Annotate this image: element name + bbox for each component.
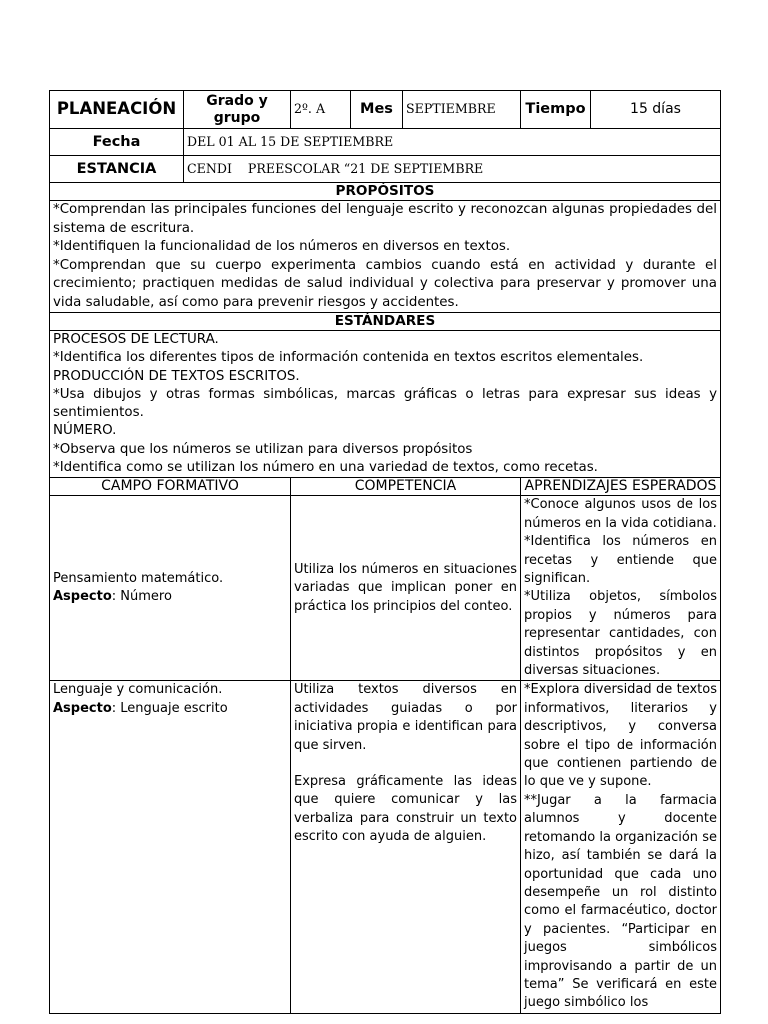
propositos-title-row	[50, 183, 721, 201]
planeacion-document	[49, 90, 720, 1014]
competencia-text: Utiliza los números en situaciones variadas que implican poner en práctica los principios del conteo.	[294, 561, 517, 614]
mes-label: Mes	[351, 91, 403, 129]
table-row	[50, 496, 721, 681]
aprendizaje-item: *Explora diversidad de textos informativos, literarios y descriptivos, y conversa sobre el tipo de información que contienen partiendo de lo que ve y supone.	[524, 682, 717, 790]
estancia-label: ESTANCIA	[50, 156, 184, 183]
aspecto-line	[53, 588, 287, 606]
estandar-line: *Observa que los números se utilizan para diversos propósitos	[53, 441, 473, 457]
columns-header-row	[50, 478, 721, 496]
aprendizaje-item: *Utiliza objetos, símbolos propios y números para representar cantidades, con distintos propósitos y en diversas situaciones.	[524, 589, 717, 679]
propositos-row	[50, 201, 721, 313]
tiempo-value: 15 días	[591, 91, 721, 129]
campo-formativo-cell	[50, 496, 291, 681]
estandares-title: ESTÁNDARES	[50, 313, 721, 331]
estandar-line: PROCESOS DE LECTURA.	[53, 332, 219, 347]
proposito-item: *Comprendan las principales funciones del lenguaje escrito y reconozcan algunas propiedades del sistema de escritura.	[53, 202, 717, 236]
estandar-line: *Identifica los diferentes tipos de información contenida en textos escritos elementales.	[53, 350, 644, 366]
competencia-text: Expresa gráficamente las ideas que quiere comunicar y las verbaliza para construir un texto escrito con ayuda de alguien.	[294, 774, 517, 845]
aspecto-value: : Lenguaje escrito	[111, 700, 228, 716]
aprendizaje-item: *Identifica los números en recetas y entiende que significan.	[524, 534, 717, 586]
competencia-header: COMPETENCIA	[291, 478, 521, 496]
propositos-body	[50, 201, 721, 313]
campo-formativo-header: CAMPO FORMATIVO	[50, 478, 291, 496]
estancia-value: CENDI PREESCOLAR “21 DE SEPTIEMBRE	[184, 156, 721, 183]
aprendizajes-cell	[521, 681, 721, 1013]
mes-value: SEPTIEMBRE	[403, 91, 521, 129]
propositos-title: PROPÓSITOS	[50, 183, 721, 201]
estandar-line: PRODUCCIÓN DE TEXTOS ESCRITOS.	[53, 368, 300, 384]
campo-formativo-cell	[50, 681, 291, 1013]
aspecto-label: Aspecto	[53, 589, 112, 605]
estandares-row	[50, 331, 721, 478]
estandares-body	[50, 331, 721, 478]
competencia-cell	[291, 681, 521, 1013]
campo-name: Pensamiento matemático.	[53, 571, 224, 586]
header-row	[50, 91, 721, 129]
aprendizaje-item: *Conoce algunos usos de los números en la vida cotidiana.	[524, 497, 717, 531]
aprendizajes-cell	[521, 496, 721, 681]
fecha-value: DEL 01 AL 15 DE SEPTIEMBRE	[184, 129, 721, 156]
proposito-item: *Comprendan que su cuerpo experimenta cambios cuando está en actividad y durante el crecimiento; practiquen medidas de salud individual y colectiva para preservar y promover una vida saludable, así como para prevenir riesgos y accidentes.	[53, 257, 717, 310]
campo-name: Lenguaje y comunicación.	[53, 682, 223, 698]
aspecto-label: Aspecto	[53, 700, 112, 716]
tiempo-label: Tiempo	[521, 91, 591, 129]
planeacion-table	[49, 90, 721, 1014]
estandar-line: *Usa dibujos y otras formas simbólicas, marcas gráficas o letras para expresar sus ideas y sentimientos.	[53, 386, 717, 421]
fecha-label: Fecha	[50, 129, 184, 156]
estandares-title-row	[50, 313, 721, 331]
competencia-cell	[291, 496, 521, 681]
aspecto-line	[53, 700, 287, 718]
table-row	[50, 681, 721, 1013]
competencia-text: Utiliza textos diversos en actividades guiadas o por iniciativa propia e identifican para que sirven.	[294, 682, 517, 753]
aspecto-value: : Número	[111, 589, 172, 605]
aprendizaje-item: **Jugar a la farmacia alumnos y docente retomando la organización se hizo, así también se dará la oportunidad que cada uno desempeñe un rol distinto como el farmacéutico, doctor y pacientes. “Participar en juegos simbólicos improvisando a partir de un tema” Se verificará en este juego simbólico los	[524, 792, 717, 1011]
estandar-line: *Identifica como se utilizan los número en una variedad de textos, como recetas.	[53, 460, 598, 476]
estandar-line: NÚMERO.	[53, 423, 117, 439]
aprendizajes-header: APRENDIZAJES ESPERADOS	[521, 478, 721, 496]
proposito-item: *Identifiquen la funcionalidad de los números en diversos en textos.	[53, 239, 511, 254]
planeacion-title: PLANEACIÓN	[50, 91, 184, 129]
estancia-row	[50, 156, 721, 183]
grado-label: Grado y grupo	[184, 91, 291, 129]
grado-value: 2º. A	[291, 91, 351, 129]
fecha-row	[50, 129, 721, 156]
